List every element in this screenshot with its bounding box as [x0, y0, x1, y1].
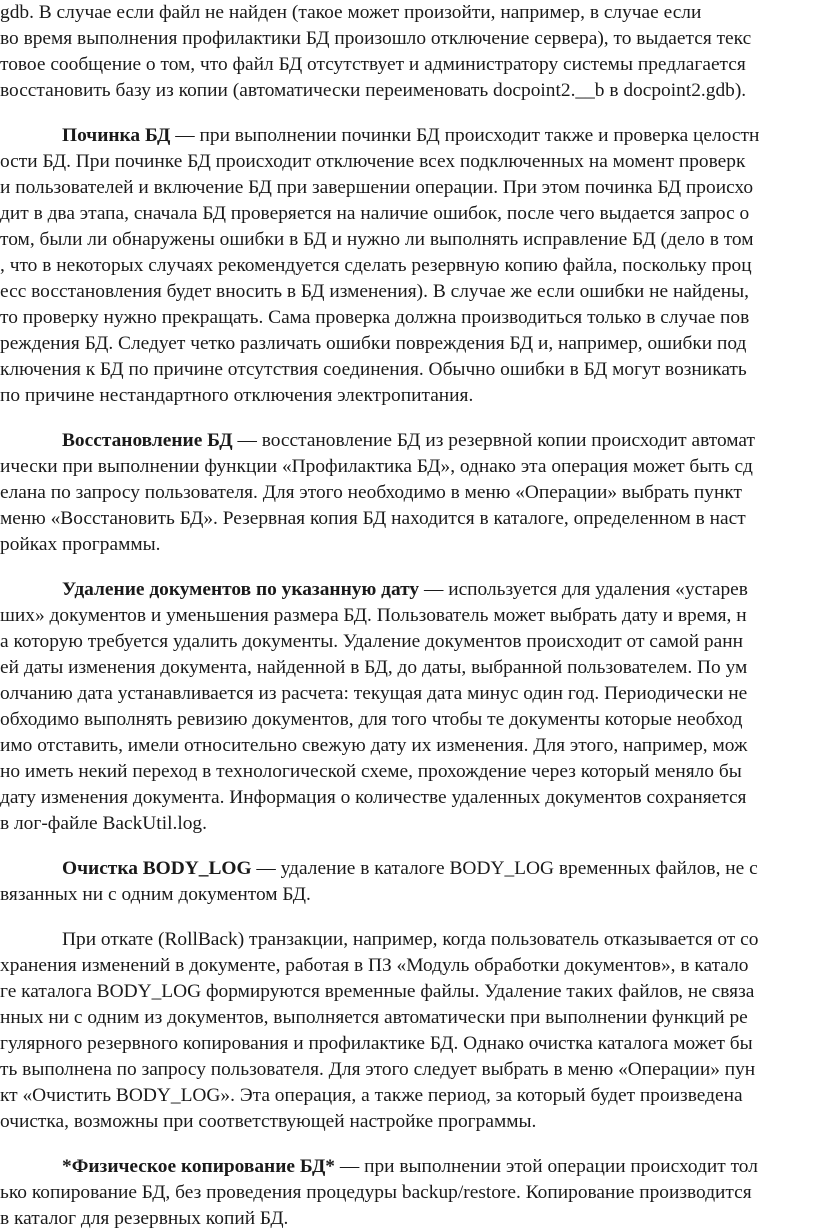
text-line: по причине нестандартного отключения электропитания. — [0, 385, 474, 406]
text-line: обходимо выполнять ревизию документов, для того чтобы те документы которые необход — [0, 709, 743, 730]
term-heading: Восстановление БД — [62, 430, 233, 451]
text-line: в каталог для резервных копий БД. — [0, 1208, 289, 1229]
text-line: кт «Очистить BODY_LOG». Эта операция, а также период, за который будет произведена — [0, 1085, 743, 1106]
text-line: имо отставить, имели относительно свежую дату их изменения. Для этого, например, мож — [0, 735, 748, 756]
text-line: елана по запросу пользователя. Для этого необходимо в меню «Операции» выбрать пункт — [0, 482, 742, 503]
text-line: , что в некоторых случаях рекомендуется сделать резервную копию файла, поскольку проц — [0, 255, 752, 276]
text-line: нных ни с одним из документов, выполняется автоматически при выполнении функций ре — [0, 1007, 748, 1028]
text-line: Очистка BODY_LOG — удаление в каталоге BODY_LOG временных файлов, не с — [62, 858, 758, 879]
text-line: gdb. В случае если файл не найден (такое может произойти, например, в случае если — [0, 2, 702, 23]
text-line: ройках программы. — [0, 534, 161, 555]
text-line: При откате (RollBack) транзакции, например, когда пользователь отказывается от со — [62, 929, 759, 950]
text-line: то проверку нужно прекращать. Сама проверка должна производиться только в случае пов — [0, 307, 750, 328]
text-line: ших» документов и уменьшения размера БД. Пользователь может выбрать дату и время, н — [0, 605, 747, 626]
text-line: а которую требуется удалить документы. Удаление документов происходит от самой ранн — [0, 631, 743, 652]
text-line: хранения изменений в документе, работая в ПЗ «Модуль обработки документов», в катало — [0, 955, 749, 976]
text-line: меню «Восстановить БД». Резервная копия БД находится в каталоге, определенном в наст — [0, 508, 746, 529]
text-line: во время выполнения профилактики БД произошло отключение сервера), то выдается текс — [0, 28, 752, 49]
term-heading: Починка БД — [62, 125, 171, 146]
text-line: в лог-файле BackUtil.log. — [0, 813, 207, 834]
text-line: ически при выполнении функции «Профилактика БД», однако эта операция может быть сд — [0, 456, 753, 477]
text-line: и пользователей и включение БД при завершении операции. При этом починка БД происхо — [0, 177, 754, 198]
text-line: Восстановление БД — восстановление БД из резервной копии происходит автомат — [62, 430, 755, 451]
text-line: дит в два этапа, сначала БД проверяется на наличие ошибок, после чего выдается запрос о — [0, 203, 750, 224]
term-heading: Удаление документов по указанную дату — [62, 579, 420, 600]
text-line: олчанию дата устанавливается из расчета: текущая дата минус один год. Периодически не — [0, 683, 748, 704]
text-line: Починка БД — при выполнении починки БД происходит также и проверка целостн — [62, 125, 760, 146]
text-line: ге каталога BODY_LOG формируются временные файлы. Удаление таких файлов, не связа — [0, 981, 755, 1002]
text-line: том, были ли обнаружены ошибки в БД и нужно ли выполнять исправление БД (дело в том — [0, 229, 754, 250]
text-line: есс восстановления будет вносить в БД изменения). В случае же если ошибки не найдены, — [0, 281, 750, 302]
text-line: вязанных ни с одним документом БД. — [0, 884, 311, 905]
text-line: но иметь некий переход в технологической схеме, прохождение через который меняло бы — [0, 761, 742, 782]
text-line: Удаление документов по указанную дату — используется для удаления «устарев — [62, 579, 748, 600]
text-line: дату изменения документа. Информация о количестве удаленных документов сохраняется — [0, 787, 747, 808]
text-line: гулярного резервного копирования и профилактике БД. Однако очистка каталога может бы — [0, 1033, 753, 1054]
text-line: ключения к БД по причине отсутствия соединения. Обычно ошибки в БД могут возникать — [0, 359, 747, 380]
text-line: *Физическое копирование БД* — при выполнении этой операции происходит тол — [62, 1156, 758, 1177]
term-heading: Очистка BODY_LOG — [62, 858, 252, 879]
text-line: реждения БД. Следует четко различать ошибки повреждения БД и, например, ошибки под — [0, 333, 747, 354]
text-line: восстановить базу из копии (автоматически переименовать docpoint2.__b в docpoint2.gdb). — [0, 80, 747, 101]
text-line: ости БД. При починке БД происходит отключение всех подключенных на момент проверк — [0, 151, 746, 172]
text-line: очистка, возможны при соответствующей настройке программы. — [0, 1111, 537, 1132]
term-heading: *Физическое копирование БД* — [62, 1156, 335, 1177]
text-line: товое сообщение о том, что файл БД отсутствует и администратору системы предлагается — [0, 54, 746, 75]
text-line: ько копирование БД, без проведения процедуры backup/restore. Копирование производится — [0, 1182, 752, 1203]
text-line: ей даты изменения документа, найденной в БД, до даты, выбранной пользователем. По ум — [0, 657, 748, 678]
text-line: ть выполнена по запросу пользователя. Для этого следует выбрать в меню «Операции» пун — [0, 1059, 756, 1080]
